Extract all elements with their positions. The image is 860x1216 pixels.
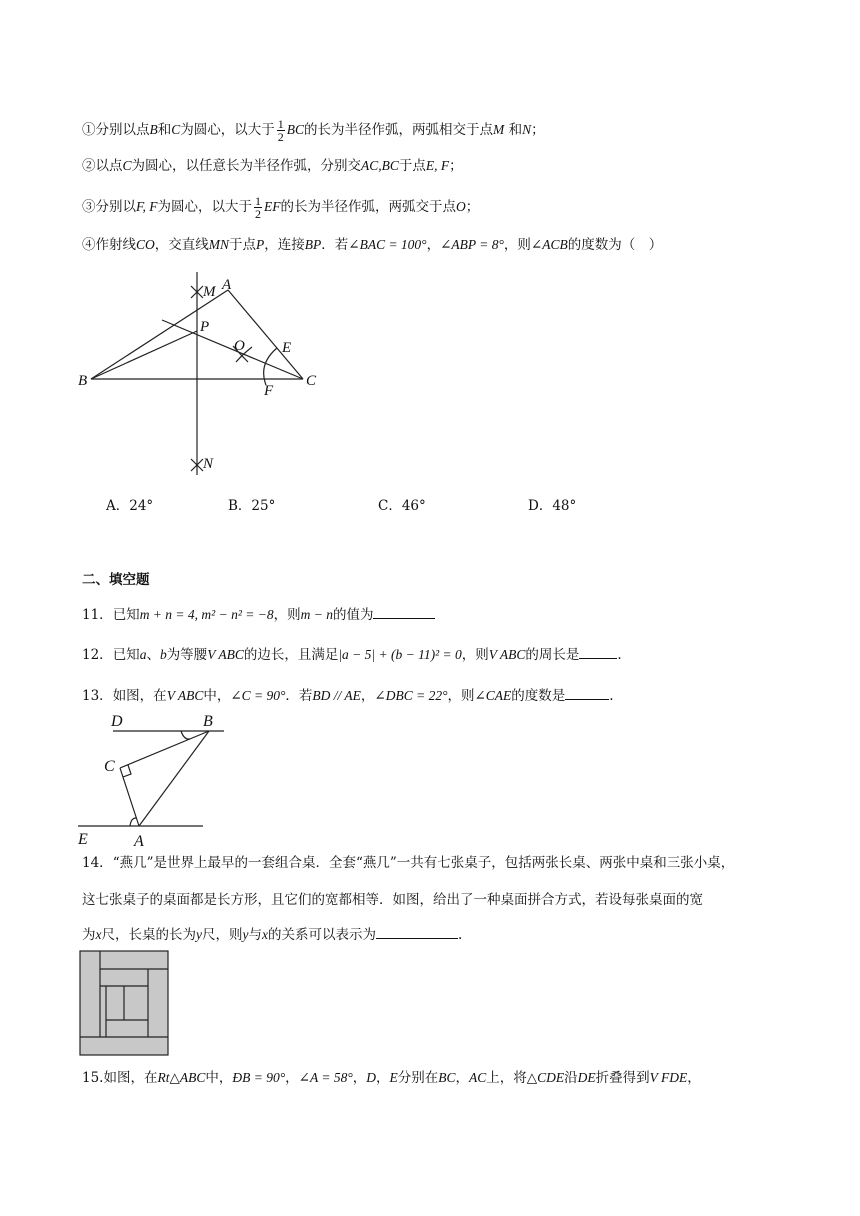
option-a[interactable]: A．24° xyxy=(106,498,154,514)
section-title: 二、填空题 xyxy=(82,572,150,588)
answer-blank-14[interactable] xyxy=(376,926,458,939)
label-c2: C xyxy=(104,758,115,775)
figure-parallel-lines xyxy=(78,731,224,826)
label-e: E xyxy=(282,340,292,356)
segment-ac xyxy=(228,290,303,379)
segment-bp xyxy=(91,331,197,379)
question-14-line-1: 14．“燕几”是世界上最早的一套组合桌．全套“燕几”一共有七张桌子，包括两张长桌、两张中桌和三张小桌， xyxy=(82,855,735,871)
angle-mark-cae xyxy=(130,818,136,826)
question-14-line-3: 为x尺，长桌的长为y尺，则y与x的关系可以表示为 . xyxy=(82,927,463,943)
answer-blank-11[interactable] xyxy=(373,606,435,619)
step-3: ③分别以F, F为圆心，以大于 $\frac{1}{2}$ EF的长为半径作弧，两弧交于点O； xyxy=(82,194,480,221)
label-m: M xyxy=(203,284,216,300)
label-n: N xyxy=(203,456,214,472)
answer-blank-12[interactable] xyxy=(579,646,617,659)
answer-blank-13[interactable] xyxy=(565,687,609,700)
question-14-line-2: 这七张桌子的桌面都是长方形，且它们的宽都相等．如图，给出了一种桌面拼合方式，若设每张桌面的宽 xyxy=(82,892,703,908)
angle-mark-dbc xyxy=(181,731,190,739)
question-12: 12．已知a、b为等腰V ABC的边长，且满足|a − 5| + (b − 11)² = 0，则V ABC的周长是 . xyxy=(82,647,622,663)
label-a: A xyxy=(222,277,232,293)
fraction-half: $\frac{1}{2}$ xyxy=(277,117,284,144)
label-b2: B xyxy=(203,713,213,730)
label-f: F xyxy=(264,383,274,399)
option-b[interactable]: B．25° xyxy=(228,498,276,514)
label-c: C xyxy=(306,373,317,389)
label-o: O xyxy=(234,338,245,354)
label-e2: E xyxy=(78,831,88,848)
step-2: ②以点C为圆心，以任意长为半径作弧，分别交AC,BC于点E, F； xyxy=(82,158,463,174)
step-1: ①分别以点B和C为圆心，以大于 $\frac{1}{2}$ BC的长为半径作弧，两弧相交于点M 和N； xyxy=(82,117,545,144)
question-11: 11．已知m + n = 4, m² − n² = −8，则m − n的值为 xyxy=(82,605,435,625)
question-15: 15.如图，在Rt△ABC中，ÐB = 90°，∠A = 58°，D，E分别在BC，AC上，将△CDE沿DE折叠得到V FDE， xyxy=(82,1070,701,1086)
label-p: P xyxy=(200,319,210,335)
label-d2: D xyxy=(111,713,123,730)
option-d[interactable]: D．48° xyxy=(528,498,577,514)
fraction-half: $\frac{1}{2}$ xyxy=(255,194,262,221)
step-4: ④作射线CO，交直线MN于点P，连接BP．若∠BAC = 100°，∠ABP = 8°，则∠ACB的度数为（ ） xyxy=(82,237,663,253)
option-c[interactable]: C．46° xyxy=(378,498,426,514)
question-13: 13．如图，在V ABC中，∠C = 90°．若BD // AE，∠DBC = 22°，则∠CAE的度数是 . xyxy=(82,688,614,704)
label-a2: A xyxy=(134,833,144,850)
segment-ca xyxy=(120,768,139,826)
label-b: B xyxy=(78,373,88,389)
